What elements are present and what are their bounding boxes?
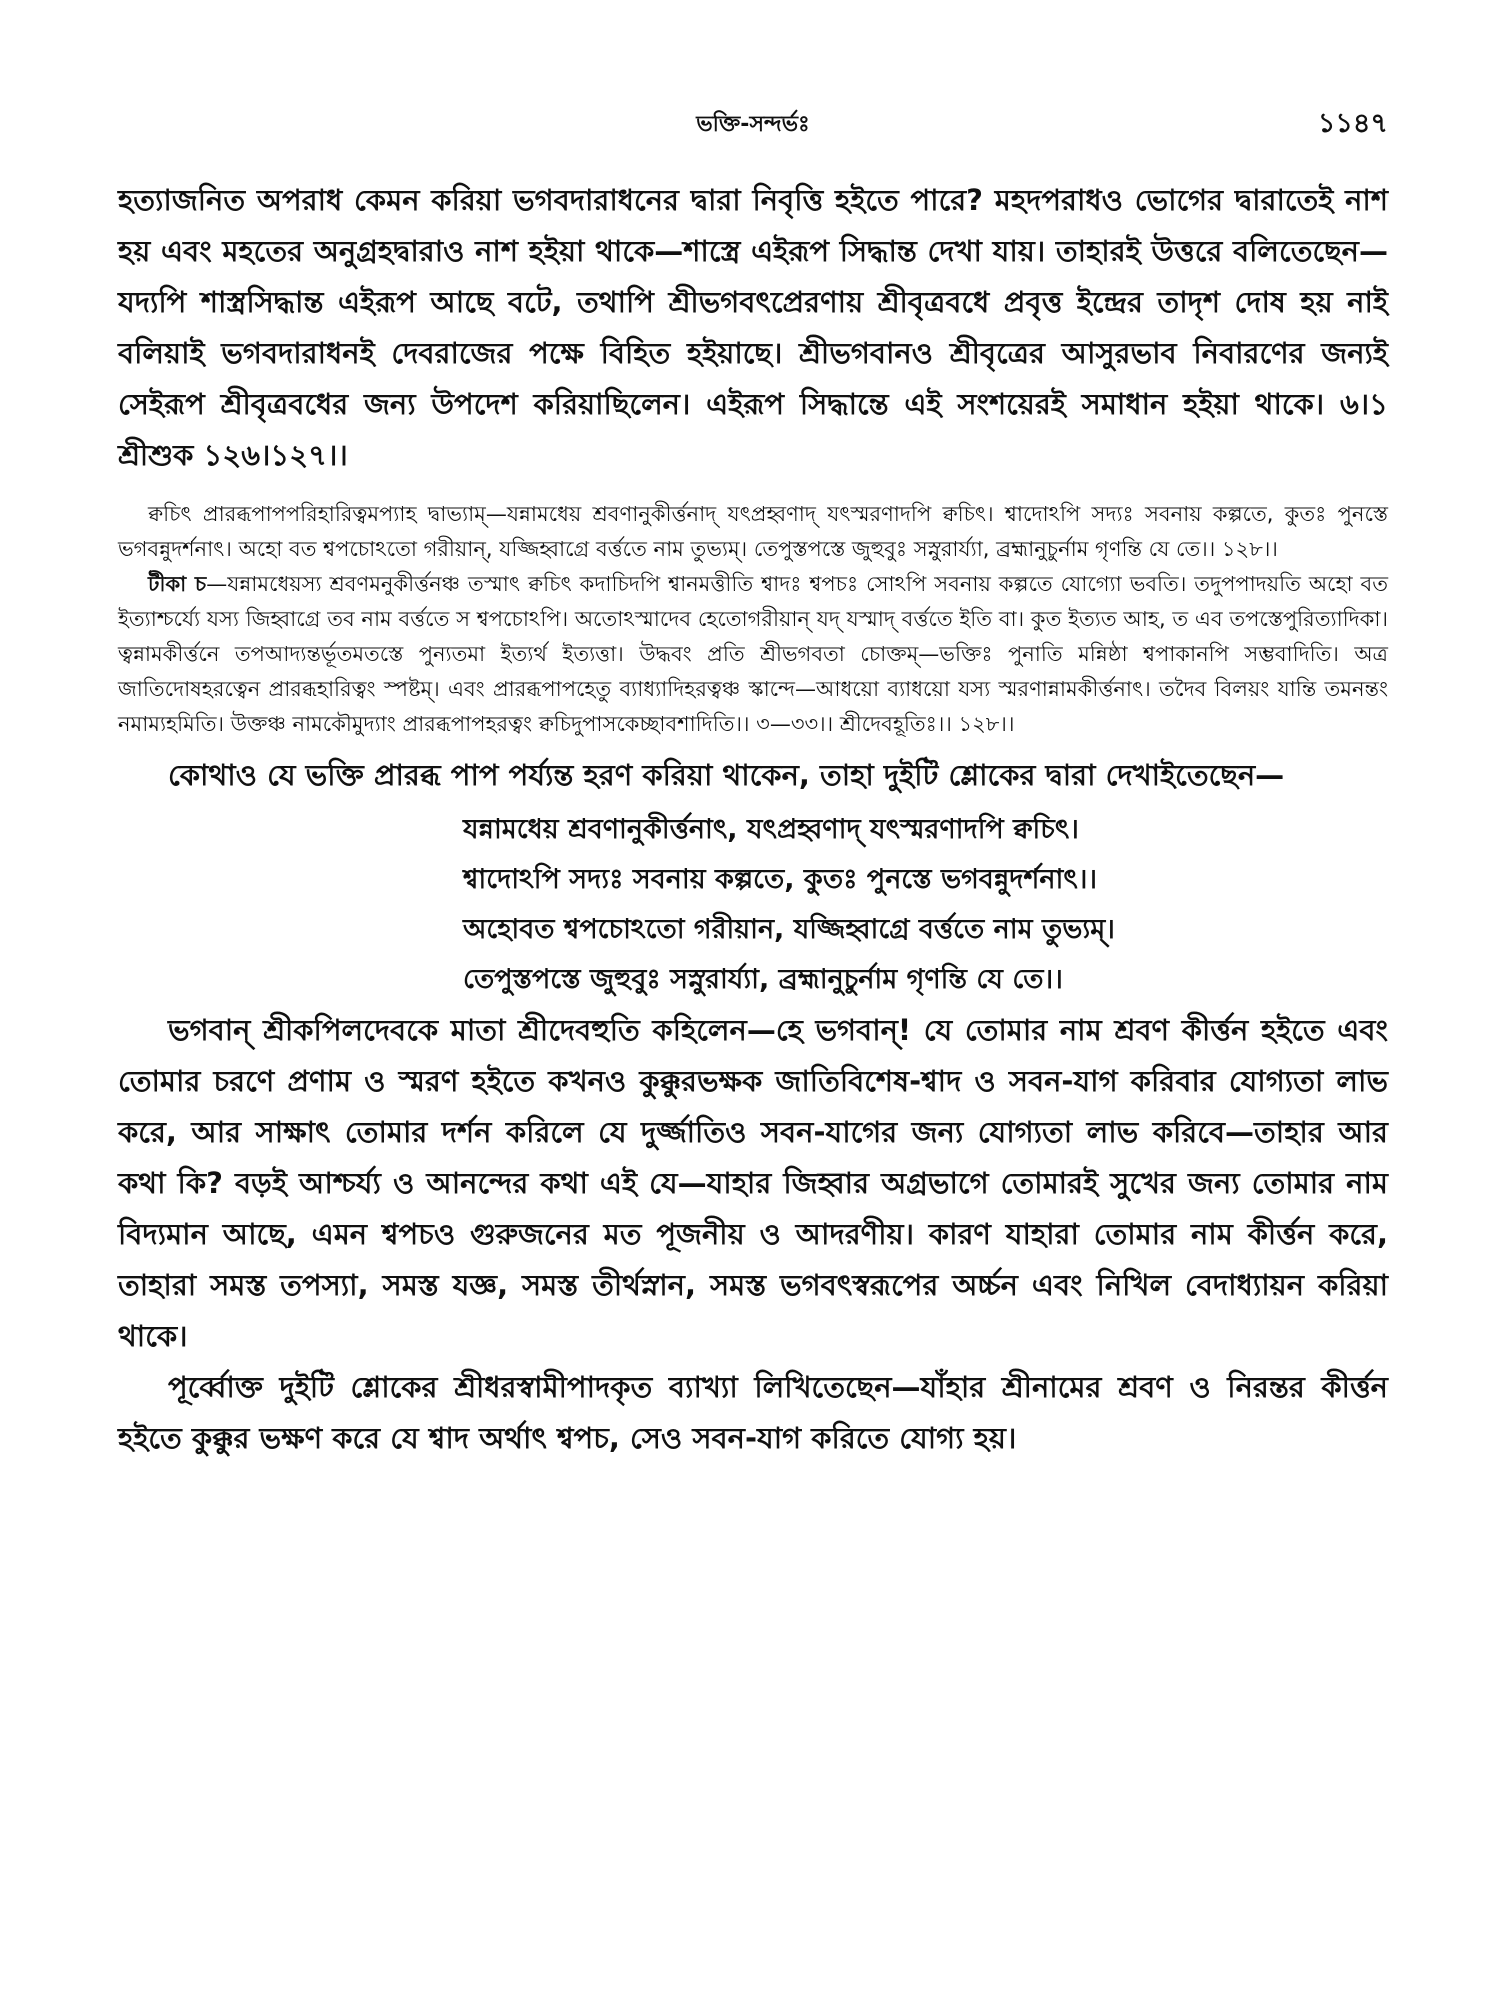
verse-block [463, 805, 1388, 1005]
page-number: ১১৪৭ [1317, 108, 1388, 139]
running-title: ভক্তি-সন্দর্ভঃ [696, 112, 810, 137]
closing-paragraph: পূর্ব্বোক্ত দুইটি শ্লোকের শ্রীধরস্বামীপাদকৃত ব্যাখ্যা লিখিতেছেন—যাঁহার শ্রীনামের শ্রবণ ও নিরন্তর কীর্ত্তন হইতে কুক্কুর ভক্ষণ করে যে শ্বাদ অর্থাৎ শ্বপচ, সেও সবন-যাগ করিতে যোগ্য হয়। [118, 1370, 1388, 1455]
translation-paragraph: ভগবান্ শ্রীকপিলদেবকে মাতা শ্রীদেবহুতি কহিলেন—হে ভগবান্! যে তোমার নাম শ্রবণ কীর্ত্তন হইতে এবং তোমার চরণে প্রণাম ও স্মরণ হইতে কখনও কুক্কুরভক্ষক জাতিবিশেষ-শ্বাদ ও সবন-যাগ করিবার যোগ্যতা লাভ করে, আর সাক্ষাৎ তোমার দর্শন করিলে যে দুর্জ্জাতিও সবন-যাগের জন্য যোগ্যতা লাভ করিবে—তাহার আর কথা কি? বড়ই আশ্চর্য্য ও আনন্দের কথা এই যে—যাহার জিহ্বার অগ্রভাগে তোমারই সুখের জন্য তোমার নাম বিদ্যমান আছে, এমন শ্বপচও গুরুজনের মত পূজনীয় ও আদরণীয়। কারণ যাহারা তোমার নাম কীর্ত্তন করে, তাহারা সমস্ত তপস্যা, সমস্ত যজ্ঞ, সমস্ত তীর্থস্নান, সমস্ত ভগবৎস্বরূপের অর্চ্চন এবং নিখিল বেদাধ্যায়ন করিয়া থাকে। [118, 1013, 1388, 1353]
translation-intro: কোথাও যে ভক্তি প্রারব্ধ পাপ পর্য্যন্ত হরণ করিয়া থাকেন, তাহা দুইটি শ্লোকের দ্বারা দেখাইতেছেন— [168, 758, 1285, 792]
verse-line: তেপুস্তপস্তে জুহুবুঃ সস্নুরার্য্যা, ব্রহ্মানুচুর্নাম গৃণন্তি যে তে।। [463, 964, 1063, 995]
translation-section [118, 750, 1388, 1464]
tika-text: —যন্নামধেয়স্য শ্রবণমনুকীর্ত্তনঞ্চ তস্মাৎ ক্বচিৎ কদাচিদপি শ্বানমত্তীতি শ্বাদঃ শ্বপচঃ সোঽপি সবনায় কল্পতে যোগ্যো ভবতি। তদুপপাদয়তি অহো বত ইত্যাশ্চর্য্যে যস্য জিহ্বাগ্রে তব নাম বর্ত্ততে স শ্বপচোঽপি। অতোঽস্মাদেব হেতোগরীয়ান্ যদ্ যস্মাদ্ বর্ত্ততে ইতি বা। কুত ইত্যত আহ, ত এব তপস্তেপুরিত্যাদিকা। ত্বন্নামকীর্ত্তনে তপআদ্যন্তর্ভূতমতস্তে পুন্যতমা ইত্যর্থ ইত্যত্তা। উদ্ধবং প্রতি শ্রীভগবতা চোক্তম্—ভক্তিঃ পুনাতি মন্নিষ্ঠা শ্বপাকানপি সম্ভবাদিতি। অত্র জাতিদোষহরত্বেন প্রারব্ধহারিত্বং স্পষ্টম্। এবং প্রারব্ধপাপহেতু ব্যাধ্যাদিহরত্বঞ্চ স্কান্দে—আধয়ো ব্যাধয়ো যস্য স্মরণান্নামকীর্ত্তনাৎ। তদৈব বিলয়ং যান্তি তমনন্তং নমাম্যহমিতি। উক্তঞ্চ নামকৌমুদ্যাং প্রারব্ধপাপহরত্বং ক্বচিদুপাসকেচ্ছাবশাদিতি।। ৩—৩৩।। শ্রীদেবহূতিঃ।। ১২৮।। [118, 572, 1388, 736]
sanskrit-verse-text: ক্বচিৎ প্রারব্ধপাপপরিহারিত্বমপ্যাহ দ্বাভ্যাম্—যন্নামধেয় শ্রবণানুকীর্ত্তনাদ্ যৎপ্রহ্বণাদ্ যৎস্মরণাদপি ক্বচিৎ। শ্বাদোঽপি সদ্যঃ সবনায় কল্পতে, কুতঃ পুনস্তে ভগবন্নুদর্শনাৎ। অহো বত শ্বপচোঽতো গরীয়ান্, যজ্জিহ্বাগ্রে বর্ত্ততে নাম তুভ্যম্। তেপুস্তপস্তে জুহুবুঃ সস্নুরার্য্যা, ব্রহ্মানুচুর্নাম গৃণন্তি যে তে।। ১২৮।। [118, 502, 1388, 561]
tika-label: টীকা চ [148, 572, 207, 596]
intro-paragraph: হত্যাজনিত অপরাধ কেমন করিয়া ভগবদারাধনের দ্বারা নিবৃত্তি হইতে পারে? মহদপরাধও ভোগের দ্বারাতেই নাশ হয় এবং মহতের অনুগ্রহদ্বারাও নাশ হইয়া থাকে—শাস্ত্রে এইরূপ সিদ্ধান্ত দেখা যায়। তাহারই উত্তরে বলিতেছেন—যদ্যপি শাস্ত্রসিদ্ধান্ত এইরূপ আছে বটে, তথাপি শ্রীভগবৎপ্রেরণায় শ্রীবৃত্রবধে প্রবৃত্ত ইন্দ্রের তাদৃশ দোষ হয় নাই বলিয়াই ভগবদারাধনই দেবরাজের পক্ষে বিহিত হইয়াছে। শ্রীভগবানও শ্রীবৃত্রের আসুরভাব নিবারণের জন্যই সেইরূপ শ্রীবৃত্রবধের জন্য উপদেশ করিয়াছিলেন। এইরূপ সিদ্ধান্তে এই সংশয়েরই সমাধান হইয়া থাকে। ৬।১ শ্রীশুক ১২৬।১২৭।। [118, 183, 1388, 472]
commentary-block [118, 497, 1388, 742]
page-header [118, 95, 1388, 145]
verse-line: শ্বাদোঽপি সদ্যঃ সবনায় কল্পতে, কুতঃ পুনস্তে ভগবন্নুদর্শনাৎ।। [463, 864, 1098, 895]
verse-line: যন্নামধেয় শ্রবণানুকীর্ত্তনাৎ, যৎপ্রহ্বণাদ্ যৎস্মরণাদপি ক্বচিৎ। [463, 814, 1079, 845]
book-page [118, 95, 1388, 1975]
intro-section [118, 175, 1388, 481]
tika-paragraph [118, 567, 1388, 742]
verse-line: অহোবত শ্বপচোঽতো গরীয়ান, যজ্জিহ্বাগ্রে বর্ত্ততে নাম তুভ্যম্। [463, 914, 1115, 945]
